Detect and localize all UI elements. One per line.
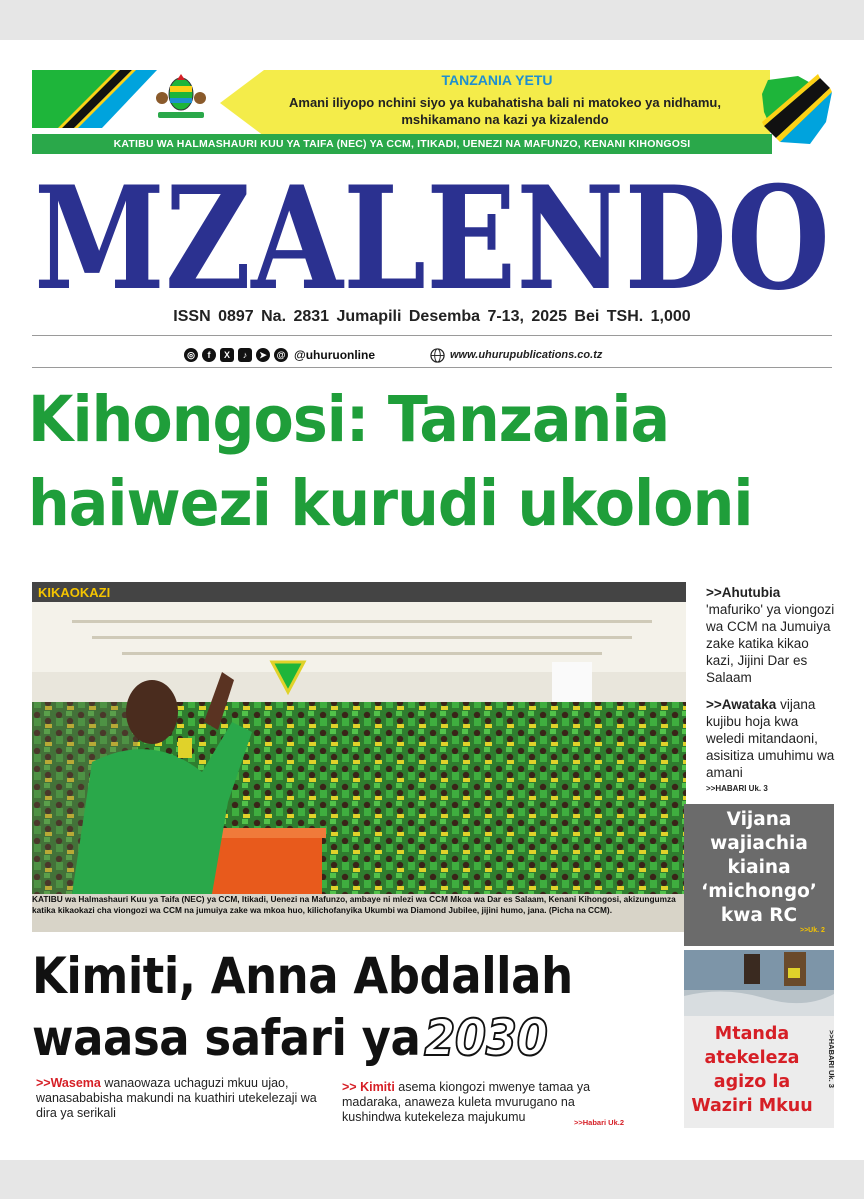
side-item-2 — [706, 696, 840, 781]
x-icon[interactable]: X — [220, 348, 234, 362]
side-item-2-text: vijana kujibu hoja kwa weledi mitandaoni, asisitiza umuhimu wa amani — [706, 697, 835, 780]
teaser-photo — [684, 950, 834, 1016]
teaser-vijana-ref: >>Uk. 2 — [800, 927, 825, 934]
globe-icon — [430, 348, 445, 363]
masthead-title: MZALENDO — [34, 176, 830, 300]
threads-icon[interactable]: @ — [274, 348, 288, 362]
coat-of-arms-icon — [150, 72, 212, 124]
story2-bullet-2 — [342, 1080, 592, 1125]
website-url[interactable]: www.uhurupublications.co.tz — [450, 349, 603, 361]
side-item-1-text: 'mafuriko' ya viongozi wa CCM na Jumuiya zake katika kikao kazi, Jijini Dar es Salaam — [706, 602, 835, 685]
second-headline-line-1: Kimiti, Anna Abdallah — [32, 947, 573, 1005]
headline-line-1: Kihongosi: Tanzania — [28, 383, 670, 456]
side-item-1 — [706, 584, 840, 686]
photo-caption: KATIBU wa Halmashauri Kuu ya Taifa (NEC) ya CCM, Itikadi, Uenezi na Mafunzo, ambaye ni mlezi wa CCM Mkoa wa Dar es Salaam, Kenani Kihongosi, akizungumza katika kikaokazi cha viongozi wa CCM na jumuiya zake wa mkoa huo, kilichofanyika Ukumbi wa Diamond Jubilee, jijini humo, jana. (Picha na CCM). — [32, 894, 676, 915]
section-label — [32, 582, 686, 602]
newspaper-page — [0, 40, 864, 1160]
teaser-mtanda-title: Mtanda atekeleza agizo la Waziri Mkuu — [691, 1024, 813, 1116]
lead-photo-image — [32, 602, 686, 894]
lead-photo — [32, 602, 686, 932]
section-label-text: KIKAOKAZI — [38, 585, 111, 600]
side-item-1-lead: >>Ahutubia — [706, 585, 781, 600]
tanzania-map-icon — [758, 72, 834, 146]
divider — [32, 335, 832, 336]
teaser-photo-image — [684, 950, 834, 1016]
second-headline-line-2-wrap — [32, 1007, 608, 1069]
website-bar — [430, 345, 602, 365]
banner-strip: KATIBU WA HALMASHAURI KUU YA TAIFA (NEC) YA CCM, ITIKADI, UENEZI NA MAFUNZO, KENANI KIHONGOSI — [32, 134, 772, 154]
headline-line-2: haiwezi kurudi ukoloni — [28, 467, 753, 540]
social-handle[interactable]: @uhuruonline — [294, 348, 376, 362]
story2-bullet-1 — [36, 1076, 326, 1121]
teaser-vijana-title: Vijana wajiachia kiaina ‘michongo’ kwa RC — [701, 809, 817, 926]
story2-page-ref: >>Habari Uk.2 — [574, 1118, 625, 1127]
bullet-1-text: wanaowaza uchaguzi mkuu ujao, wanasababisha makundi na kuathiri utekelezaji wa dira ya serikali — [36, 1076, 317, 1120]
telegram-icon[interactable]: ➤ — [256, 348, 270, 362]
second-headline — [32, 945, 608, 1069]
slogan-heading: TANZANIA YETU — [441, 72, 553, 88]
second-headline-line-2: waasa safari ya — [32, 1009, 421, 1067]
bullet-1-lead: >>Wasema — [36, 1076, 101, 1090]
flag-wedge-icon — [32, 70, 157, 128]
masthead-logo — [32, 176, 832, 300]
tiktok-icon[interactable]: ♪ — [238, 348, 252, 362]
divider — [32, 367, 832, 368]
social-bar — [184, 345, 375, 365]
issue-line: ISSN 0897 Na. 2831 Jumapili Desemba 7-13, 2025 Bei TSH. 1,000 — [173, 308, 691, 325]
slogan-text: Amani iliyopo nchini siyo ya kubahatisha bali ni matokeo ya nidhamu, mshikamano na kazi ya kizalendo — [289, 95, 721, 127]
side-page-ref: >>HABARI Uk. 3 — [706, 784, 768, 793]
facebook-icon[interactable]: f — [202, 348, 216, 362]
side-item-2-lead: >>Awataka — [706, 697, 777, 712]
teaser-mtanda-ref: >>HABARI Uk. 3 — [827, 1030, 836, 1088]
main-headline — [28, 378, 783, 546]
instagram-icon[interactable]: ◎ — [184, 348, 198, 362]
bullet-2-text: asema kiongozi mwenye tamaa ya madaraka, anaweza kuleta mvurugano na kushindwa kutekeleza majukumu — [342, 1080, 591, 1124]
bullet-2-lead: >> Kimiti — [342, 1080, 395, 1094]
year-badge: 2030 — [424, 1009, 548, 1067]
